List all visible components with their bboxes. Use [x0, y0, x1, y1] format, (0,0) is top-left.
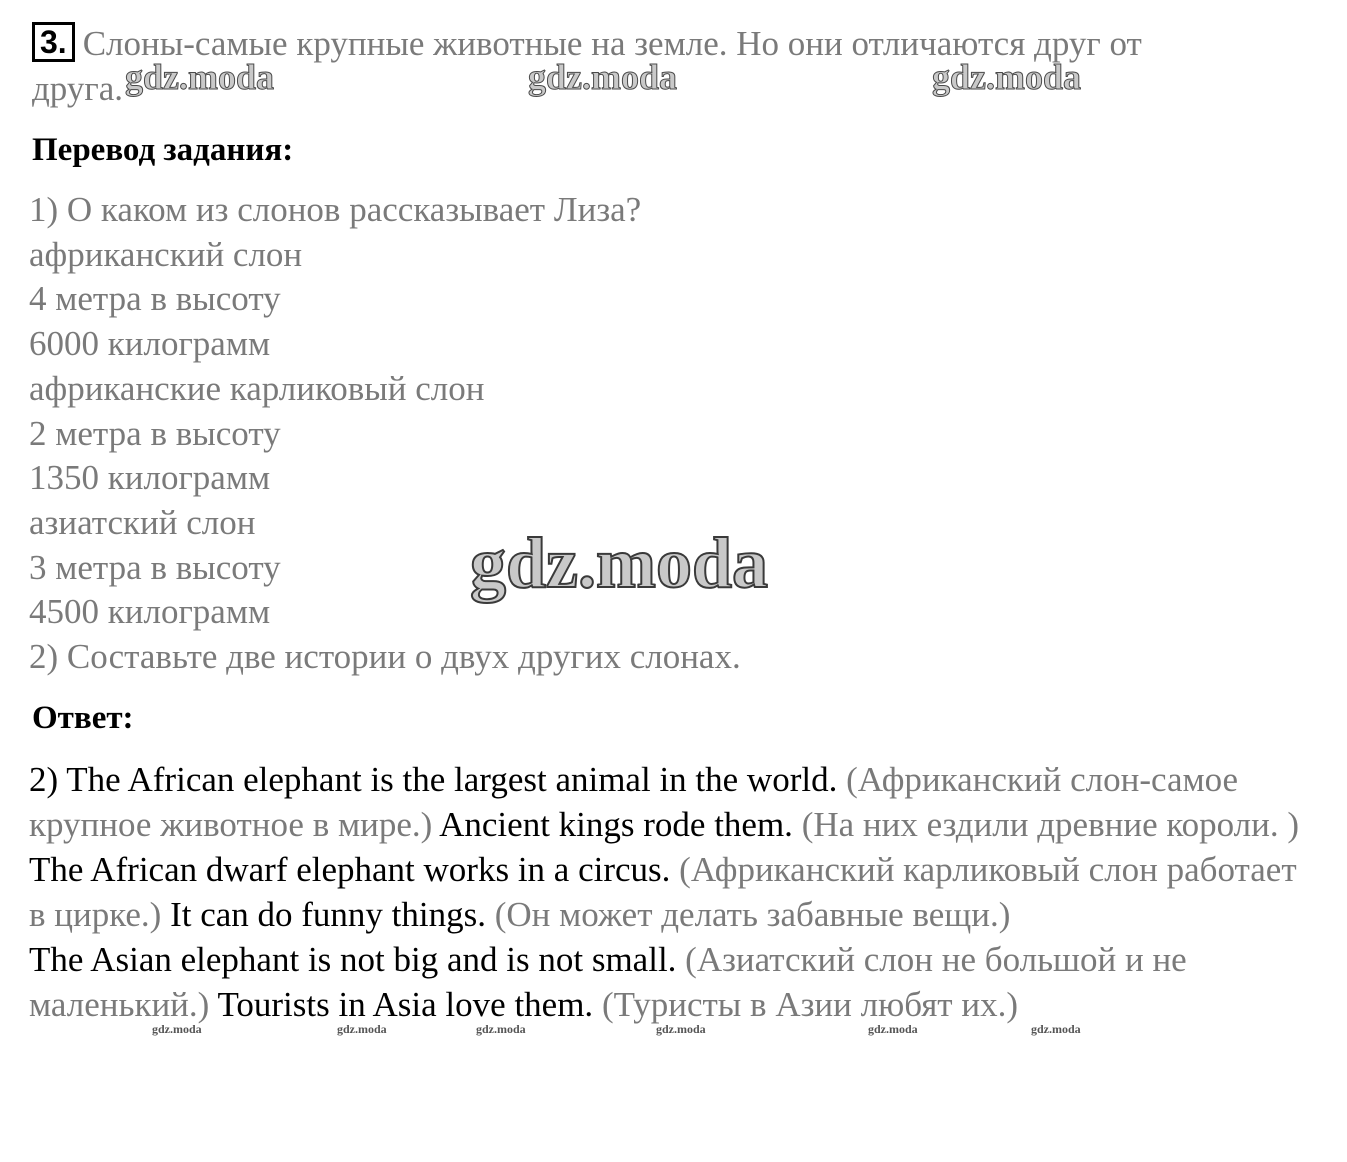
answer-english: Ancient kings rode them. [439, 805, 793, 844]
answer-translation: (Туристы в Азии любят их.) [601, 985, 1018, 1024]
answer-heading: Ответ: [32, 700, 134, 736]
watermark: gdz.moda [125, 57, 275, 97]
translation-line: 1350 килограмм [29, 458, 271, 498]
watermark-small: gdz.moda [868, 1022, 918, 1036]
translation-line: 4500 килограмм [29, 592, 271, 632]
translation-list [29, 188, 741, 680]
translation-line: 1) О каком из слонов рассказывает Лиза? [29, 190, 642, 229]
watermark-small: gdz.moda [152, 1022, 202, 1036]
translation-line: африканский слон [29, 234, 303, 274]
translation-line: азиатский слон [29, 502, 256, 542]
answer-paragraph [29, 937, 1319, 1027]
watermark: gdz.moda [932, 57, 1082, 97]
translation-heading: Перевод задания: [32, 132, 294, 168]
task-line-1 [32, 22, 1142, 66]
answer-body [29, 757, 1319, 1027]
answer-english: 2) The African elephant is the largest animal in the world. [29, 760, 838, 799]
answer-english: Tourists in Asia love them. [217, 985, 594, 1024]
watermark-small: gdz.moda [1031, 1022, 1081, 1036]
watermark-small: gdz.moda [337, 1022, 387, 1036]
task-line-2: друга. [32, 69, 123, 108]
watermark-small: gdz.moda [476, 1022, 526, 1036]
watermark-large: gdz.moda [470, 523, 769, 603]
answer-translation: (Азиатский слон не большой и не маленький.) [29, 940, 1187, 1024]
answer-translation: (Он может делать забавные вещи.) [494, 895, 1011, 934]
task-number-box: 3. [32, 22, 75, 62]
answer-english: It can do funny things. [170, 895, 486, 934]
task-text-line-1: Слоны-самые крупные животные на земле. Но они отличаются друг от [82, 24, 1142, 63]
answer-paragraph [29, 757, 1319, 847]
translation-line: 3 метра в высоту [29, 547, 281, 587]
watermark-small: gdz.moda [656, 1022, 706, 1036]
translation-line: 6000 килограмм [29, 324, 271, 364]
translation-line: 4 метра в высоту [29, 279, 281, 319]
answer-paragraph [29, 847, 1319, 937]
answer-english: The African dwarf elephant works in a circus. [29, 850, 671, 889]
translation-line: 2 метра в высоту [29, 413, 281, 453]
translation-line: 2) Составьте две истории о двух других слонах. [29, 637, 741, 677]
answer-english: The Asian elephant is not big and is not small. [29, 940, 677, 979]
answer-translation: (Африканский карликовый слон работает в цирке.) [29, 850, 1297, 934]
answer-translation: (На них ездили древние короли. ) [801, 805, 1299, 844]
watermark: gdz.moda [528, 57, 678, 97]
answer-translation: (Африканский слон-самое крупное животное в мире.) [29, 760, 1239, 844]
translation-line: африканские карликовый слон [29, 368, 485, 408]
